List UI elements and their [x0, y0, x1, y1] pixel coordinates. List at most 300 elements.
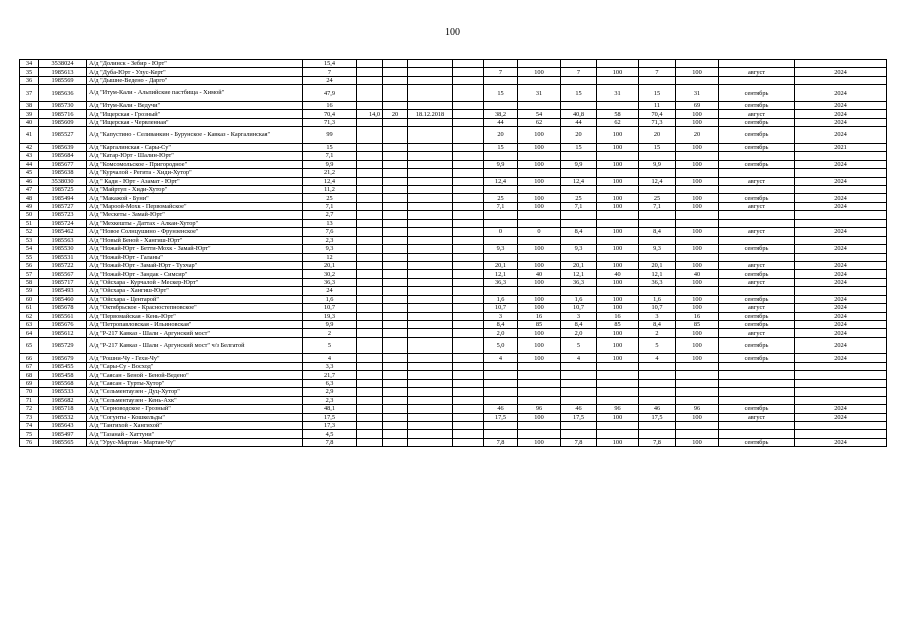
cell-row-index: 43 — [20, 152, 39, 160]
cell-year — [795, 371, 887, 379]
cell-done-pct-2 — [597, 152, 639, 160]
cell-col-h — [453, 211, 484, 219]
cell-done-pct-2: 100 — [597, 68, 639, 76]
cell-done-pct-3: 100 — [676, 245, 719, 253]
cell-done-pct-1 — [518, 379, 561, 387]
cell-col-f — [383, 219, 408, 227]
cell-done-pct-1: 62 — [518, 118, 561, 126]
cell-done-pct-3: 69 — [676, 101, 719, 109]
cell-done-pct-2: 85 — [597, 321, 639, 329]
cell-row-index: 52 — [20, 228, 39, 236]
cell-done-pct-3: 100 — [676, 194, 719, 202]
cell-done-pct-3 — [676, 253, 719, 261]
cell-done-km-1: 7,8 — [484, 438, 518, 446]
cell-done-km-1 — [484, 169, 518, 177]
cell-row-index: 63 — [20, 321, 39, 329]
cell-month — [719, 169, 795, 177]
cell-road-id: 1985613 — [39, 68, 87, 76]
cell-done-pct-2: 100 — [597, 329, 639, 337]
cell-month: август — [719, 304, 795, 312]
cell-done-km-1: 15 — [484, 143, 518, 151]
cell-col-date — [408, 186, 453, 194]
cell-road-name: А/д "Ножай-Юрт - Замай-Юрт - Тухчар" — [87, 261, 303, 269]
cell-col-e — [357, 76, 383, 84]
cell-road-id: 1985716 — [39, 110, 87, 118]
cell-done-km-3 — [639, 362, 676, 370]
cell-col-date — [408, 143, 453, 151]
cell-month: сентябрь — [719, 337, 795, 354]
cell-done-pct-1 — [518, 152, 561, 160]
cell-col-date — [408, 211, 453, 219]
cell-length-km: 13 — [303, 219, 357, 227]
cell-done-pct-3: 100 — [676, 118, 719, 126]
cell-done-pct-2: 100 — [597, 202, 639, 210]
cell-done-pct-2: 96 — [597, 405, 639, 413]
cell-row-index: 72 — [20, 405, 39, 413]
cell-col-h — [453, 396, 484, 404]
cell-done-pct-3: 100 — [676, 177, 719, 185]
cell-length-km: 70,4 — [303, 110, 357, 118]
table-row — [20, 143, 887, 151]
cell-col-h — [453, 295, 484, 303]
cell-done-km-3 — [639, 379, 676, 387]
cell-done-pct-3: 100 — [676, 228, 719, 236]
cell-done-km-3: 11 — [639, 101, 676, 109]
cell-done-pct-3 — [676, 236, 719, 244]
cell-road-name: А/д "Мехкешты - Даттах - Алкан-Хутор" — [87, 219, 303, 227]
cell-month — [719, 421, 795, 429]
cell-done-pct-3: 31 — [676, 85, 719, 102]
cell-col-e — [357, 396, 383, 404]
cell-col-h — [453, 85, 484, 102]
table-row — [20, 202, 887, 210]
cell-year: 2024 — [795, 278, 887, 286]
cell-month: сентябрь — [719, 194, 795, 202]
cell-col-e — [357, 304, 383, 312]
cell-done-km-3: 70,4 — [639, 110, 676, 118]
cell-done-km-3: 12,4 — [639, 177, 676, 185]
cell-col-f — [383, 430, 408, 438]
cell-col-h — [453, 438, 484, 446]
cell-row-index: 53 — [20, 236, 39, 244]
cell-year: 2024 — [795, 354, 887, 362]
cell-done-pct-2: 100 — [597, 413, 639, 421]
cell-done-km-2 — [561, 253, 597, 261]
cell-col-h — [453, 253, 484, 261]
cell-done-pct-1 — [518, 236, 561, 244]
cell-col-f — [383, 362, 408, 370]
cell-col-f — [383, 211, 408, 219]
cell-done-pct-2: 100 — [597, 160, 639, 168]
cell-year: 2024 — [795, 160, 887, 168]
cell-road-id: 1985497 — [39, 430, 87, 438]
cell-row-index: 42 — [20, 143, 39, 151]
cell-done-km-3: 2 — [639, 329, 676, 337]
cell-done-pct-1 — [518, 430, 561, 438]
cell-length-km: 7 — [303, 68, 357, 76]
cell-done-pct-1 — [518, 76, 561, 84]
cell-done-km-1 — [484, 60, 518, 68]
cell-year: 2024 — [795, 194, 887, 202]
cell-col-e — [357, 177, 383, 185]
cell-col-h — [453, 194, 484, 202]
cell-year: 2024 — [795, 177, 887, 185]
cell-done-pct-2 — [597, 379, 639, 387]
cell-done-km-2: 8,4 — [561, 228, 597, 236]
cell-done-km-2: 12,4 — [561, 177, 597, 185]
cell-year: 2024 — [795, 270, 887, 278]
cell-col-date — [408, 354, 453, 362]
table-row — [20, 413, 887, 421]
cell-length-km: 9,3 — [303, 245, 357, 253]
cell-col-h — [453, 160, 484, 168]
cell-done-pct-3: 100 — [676, 143, 719, 151]
cell-col-f — [383, 421, 408, 429]
cell-done-pct-2 — [597, 371, 639, 379]
cell-road-name: А/д "Тангихой - Хангихой" — [87, 421, 303, 429]
cell-col-date — [408, 278, 453, 286]
cell-done-pct-2 — [597, 211, 639, 219]
cell-length-km: 21,7 — [303, 371, 357, 379]
cell-col-date — [408, 245, 453, 253]
cell-col-e — [357, 321, 383, 329]
cell-road-id: 1985567 — [39, 270, 87, 278]
cell-length-km: 7,1 — [303, 152, 357, 160]
cell-col-date — [408, 228, 453, 236]
cell-length-km: 5 — [303, 337, 357, 354]
cell-done-km-3: 7 — [639, 68, 676, 76]
cell-col-date — [408, 337, 453, 354]
cell-done-pct-1: 100 — [518, 245, 561, 253]
cell-done-km-2 — [561, 371, 597, 379]
cell-road-name: А/д "Долинск - Зебир - Юрт" — [87, 60, 303, 68]
cell-done-km-1: 0 — [484, 228, 518, 236]
cell-col-f — [383, 337, 408, 354]
cell-col-date — [408, 379, 453, 387]
cell-col-h — [453, 76, 484, 84]
cell-done-km-1: 17,5 — [484, 413, 518, 421]
cell-done-km-2 — [561, 101, 597, 109]
cell-col-date — [408, 118, 453, 126]
cell-done-pct-1: 54 — [518, 110, 561, 118]
cell-done-pct-1: 100 — [518, 354, 561, 362]
cell-done-pct-1 — [518, 421, 561, 429]
cell-year: 2024 — [795, 312, 887, 320]
cell-done-pct-2 — [597, 430, 639, 438]
cell-row-index: 47 — [20, 186, 39, 194]
cell-road-name: А/д "Ойсхара - Хангиш-Юрт" — [87, 287, 303, 295]
table-row — [20, 160, 887, 168]
cell-row-index: 59 — [20, 287, 39, 295]
cell-done-km-3: 15 — [639, 143, 676, 151]
cell-done-pct-3 — [676, 76, 719, 84]
cell-row-index: 61 — [20, 304, 39, 312]
cell-month: август — [719, 278, 795, 286]
cell-done-pct-2: 31 — [597, 85, 639, 102]
cell-done-pct-3: 96 — [676, 405, 719, 413]
cell-road-id: 1985729 — [39, 337, 87, 354]
table-row — [20, 127, 887, 144]
cell-done-km-3: 15 — [639, 85, 676, 102]
cell-row-index: 41 — [20, 127, 39, 144]
cell-col-e — [357, 278, 383, 286]
table-row — [20, 186, 887, 194]
cell-row-index: 54 — [20, 245, 39, 253]
table-row — [20, 219, 887, 227]
cell-road-id: 3538030 — [39, 177, 87, 185]
cell-done-km-3 — [639, 388, 676, 396]
cell-done-km-2 — [561, 379, 597, 387]
cell-col-date — [408, 177, 453, 185]
cell-year — [795, 388, 887, 396]
cell-month: август — [719, 110, 795, 118]
cell-done-km-1 — [484, 371, 518, 379]
cell-done-pct-3: 100 — [676, 261, 719, 269]
cell-done-pct-1: 100 — [518, 278, 561, 286]
cell-row-index: 69 — [20, 379, 39, 387]
cell-month: сентябрь — [719, 312, 795, 320]
table-row — [20, 194, 887, 202]
cell-done-pct-1: 16 — [518, 312, 561, 320]
cell-done-km-1: 5,0 — [484, 337, 518, 354]
cell-done-km-3: 9,3 — [639, 245, 676, 253]
cell-road-name: А/д "Рошни-Чу - Гехи-Чу" — [87, 354, 303, 362]
cell-done-pct-1: 100 — [518, 202, 561, 210]
cell-col-h — [453, 287, 484, 295]
cell-road-name: А/д "Итум-Кали - Ведучи" — [87, 101, 303, 109]
cell-month — [719, 186, 795, 194]
table-row — [20, 253, 887, 261]
table-row — [20, 304, 887, 312]
cell-col-e — [357, 430, 383, 438]
cell-year — [795, 287, 887, 295]
cell-col-f — [383, 169, 408, 177]
cell-done-km-1: 44 — [484, 118, 518, 126]
cell-road-id: 1985609 — [39, 118, 87, 126]
cell-done-km-3: 36,3 — [639, 278, 676, 286]
cell-done-km-3 — [639, 211, 676, 219]
cell-length-km: 47,9 — [303, 85, 357, 102]
cell-col-e — [357, 101, 383, 109]
cell-col-date — [408, 194, 453, 202]
cell-col-h — [453, 354, 484, 362]
cell-col-date — [408, 253, 453, 261]
cell-year: 2024 — [795, 405, 887, 413]
table-body — [20, 60, 887, 447]
cell-done-km-3: 20,1 — [639, 261, 676, 269]
cell-col-h — [453, 388, 484, 396]
cell-col-date — [408, 396, 453, 404]
cell-done-km-1 — [484, 362, 518, 370]
cell-done-pct-2 — [597, 101, 639, 109]
cell-col-h — [453, 362, 484, 370]
cell-row-index: 57 — [20, 270, 39, 278]
cell-col-h — [453, 337, 484, 354]
cell-road-id: 1985462 — [39, 228, 87, 236]
cell-row-index: 40 — [20, 118, 39, 126]
cell-row-index: 36 — [20, 76, 39, 84]
cell-col-f — [383, 85, 408, 102]
table-row — [20, 245, 887, 253]
cell-col-f — [383, 143, 408, 151]
cell-done-km-3: 5 — [639, 337, 676, 354]
cell-length-km: 2,7 — [303, 211, 357, 219]
cell-done-km-1 — [484, 287, 518, 295]
table-row — [20, 371, 887, 379]
cell-length-km: 19,3 — [303, 312, 357, 320]
cell-done-pct-3: 100 — [676, 110, 719, 118]
cell-done-pct-1: 100 — [518, 68, 561, 76]
page-number: 100 — [445, 27, 460, 38]
cell-length-km: 12,4 — [303, 177, 357, 185]
cell-done-km-1: 12,4 — [484, 177, 518, 185]
cell-col-date — [408, 236, 453, 244]
table-row — [20, 101, 887, 109]
cell-road-name: А/д "Сельментаузен - Дуц-Хутор" — [87, 388, 303, 396]
cell-done-km-3: 17,5 — [639, 413, 676, 421]
cell-col-date — [408, 312, 453, 320]
cell-done-pct-2: 100 — [597, 278, 639, 286]
cell-length-km: 16 — [303, 101, 357, 109]
cell-done-km-3 — [639, 76, 676, 84]
cell-length-km: 24 — [303, 287, 357, 295]
cell-done-pct-1: 100 — [518, 127, 561, 144]
cell-road-name: А/д "Ойсхара - Курчалой - Мескер-Юрт" — [87, 278, 303, 286]
cell-length-km: 99 — [303, 127, 357, 144]
cell-done-pct-2 — [597, 396, 639, 404]
cell-done-pct-1 — [518, 371, 561, 379]
cell-length-km: 20,1 — [303, 261, 357, 269]
cell-done-km-1 — [484, 388, 518, 396]
cell-col-date — [408, 321, 453, 329]
cell-col-date: 18.12.2018 — [408, 110, 453, 118]
cell-done-pct-1 — [518, 388, 561, 396]
cell-done-km-3 — [639, 186, 676, 194]
cell-row-index: 44 — [20, 160, 39, 168]
cell-road-id: 3538024 — [39, 60, 87, 68]
cell-year — [795, 219, 887, 227]
cell-year: 2024 — [795, 228, 887, 236]
cell-row-index: 66 — [20, 354, 39, 362]
cell-done-km-2: 5 — [561, 337, 597, 354]
cell-col-e — [357, 253, 383, 261]
cell-length-km: 9,9 — [303, 321, 357, 329]
cell-col-f — [383, 177, 408, 185]
cell-done-pct-1 — [518, 253, 561, 261]
cell-year — [795, 76, 887, 84]
cell-done-km-2: 40,8 — [561, 110, 597, 118]
cell-col-e — [357, 236, 383, 244]
cell-row-index: 67 — [20, 362, 39, 370]
cell-done-pct-3 — [676, 388, 719, 396]
cell-row-index: 60 — [20, 295, 39, 303]
cell-done-pct-3 — [676, 152, 719, 160]
cell-month: сентябрь — [719, 85, 795, 102]
cell-col-f — [383, 127, 408, 144]
cell-done-pct-2: 100 — [597, 143, 639, 151]
cell-road-id: 1985533 — [39, 388, 87, 396]
cell-col-date — [408, 421, 453, 429]
cell-row-index: 46 — [20, 177, 39, 185]
cell-col-date — [408, 295, 453, 303]
cell-done-km-2: 20,1 — [561, 261, 597, 269]
cell-done-pct-3: 40 — [676, 270, 719, 278]
cell-month: сентябрь — [719, 295, 795, 303]
cell-col-f — [383, 270, 408, 278]
cell-col-e — [357, 118, 383, 126]
cell-col-e — [357, 379, 383, 387]
cell-row-index: 55 — [20, 253, 39, 261]
cell-done-km-3: 4 — [639, 354, 676, 362]
table-row — [20, 321, 887, 329]
cell-col-f — [383, 413, 408, 421]
cell-done-pct-3: 100 — [676, 295, 719, 303]
cell-col-date — [408, 261, 453, 269]
cell-road-name: А/д "Саясан - Беной - Беной-Ведено" — [87, 371, 303, 379]
cell-col-e — [357, 68, 383, 76]
cell-done-pct-1: 96 — [518, 405, 561, 413]
cell-road-name: А/д "Дуба-Юрт - Улус-Керт" — [87, 68, 303, 76]
cell-length-km: 1,6 — [303, 295, 357, 303]
table-row — [20, 152, 887, 160]
cell-road-id: 1985460 — [39, 295, 87, 303]
cell-road-name: А/д "Итум-Кали - Альпийские пастбища - Химой" — [87, 85, 303, 102]
cell-col-date — [408, 85, 453, 102]
cell-row-index: 38 — [20, 101, 39, 109]
cell-road-name: А/д "Мароой-Мохк - Первомайское" — [87, 202, 303, 210]
table-row — [20, 177, 887, 185]
cell-done-km-2: 15 — [561, 143, 597, 151]
cell-done-km-2: 46 — [561, 405, 597, 413]
cell-road-name: А/д "Ищерская - Грозный" — [87, 110, 303, 118]
cell-done-km-3: 7,1 — [639, 202, 676, 210]
cell-done-pct-3: 85 — [676, 321, 719, 329]
cell-done-pct-2: 62 — [597, 118, 639, 126]
cell-col-h — [453, 152, 484, 160]
cell-year: 2024 — [795, 202, 887, 210]
table-row — [20, 430, 887, 438]
cell-col-h — [453, 278, 484, 286]
cell-done-km-1 — [484, 219, 518, 227]
cell-done-pct-2: 100 — [597, 295, 639, 303]
cell-col-f — [383, 118, 408, 126]
cell-length-km: 2 — [303, 329, 357, 337]
cell-col-e — [357, 388, 383, 396]
cell-road-id: 1985727 — [39, 202, 87, 210]
cell-done-pct-3: 100 — [676, 68, 719, 76]
cell-month: сентябрь — [719, 245, 795, 253]
cell-col-e — [357, 245, 383, 253]
cell-col-e — [357, 211, 383, 219]
cell-road-name: А/д "Новое Солнцушино - Фрунзенское" — [87, 228, 303, 236]
cell-road-id: 1985569 — [39, 76, 87, 84]
cell-length-km: 17,3 — [303, 421, 357, 429]
cell-col-h — [453, 101, 484, 109]
cell-col-h — [453, 219, 484, 227]
cell-done-km-3: 46 — [639, 405, 676, 413]
cell-month: сентябрь — [719, 118, 795, 126]
cell-year — [795, 152, 887, 160]
cell-col-f — [383, 295, 408, 303]
cell-month: август — [719, 177, 795, 185]
cell-col-f — [383, 152, 408, 160]
cell-done-km-1: 10,7 — [484, 304, 518, 312]
cell-done-pct-2: 100 — [597, 438, 639, 446]
cell-month: август — [719, 261, 795, 269]
cell-year: 2024 — [795, 413, 887, 421]
cell-done-km-2: 2,0 — [561, 329, 597, 337]
cell-month — [719, 362, 795, 370]
